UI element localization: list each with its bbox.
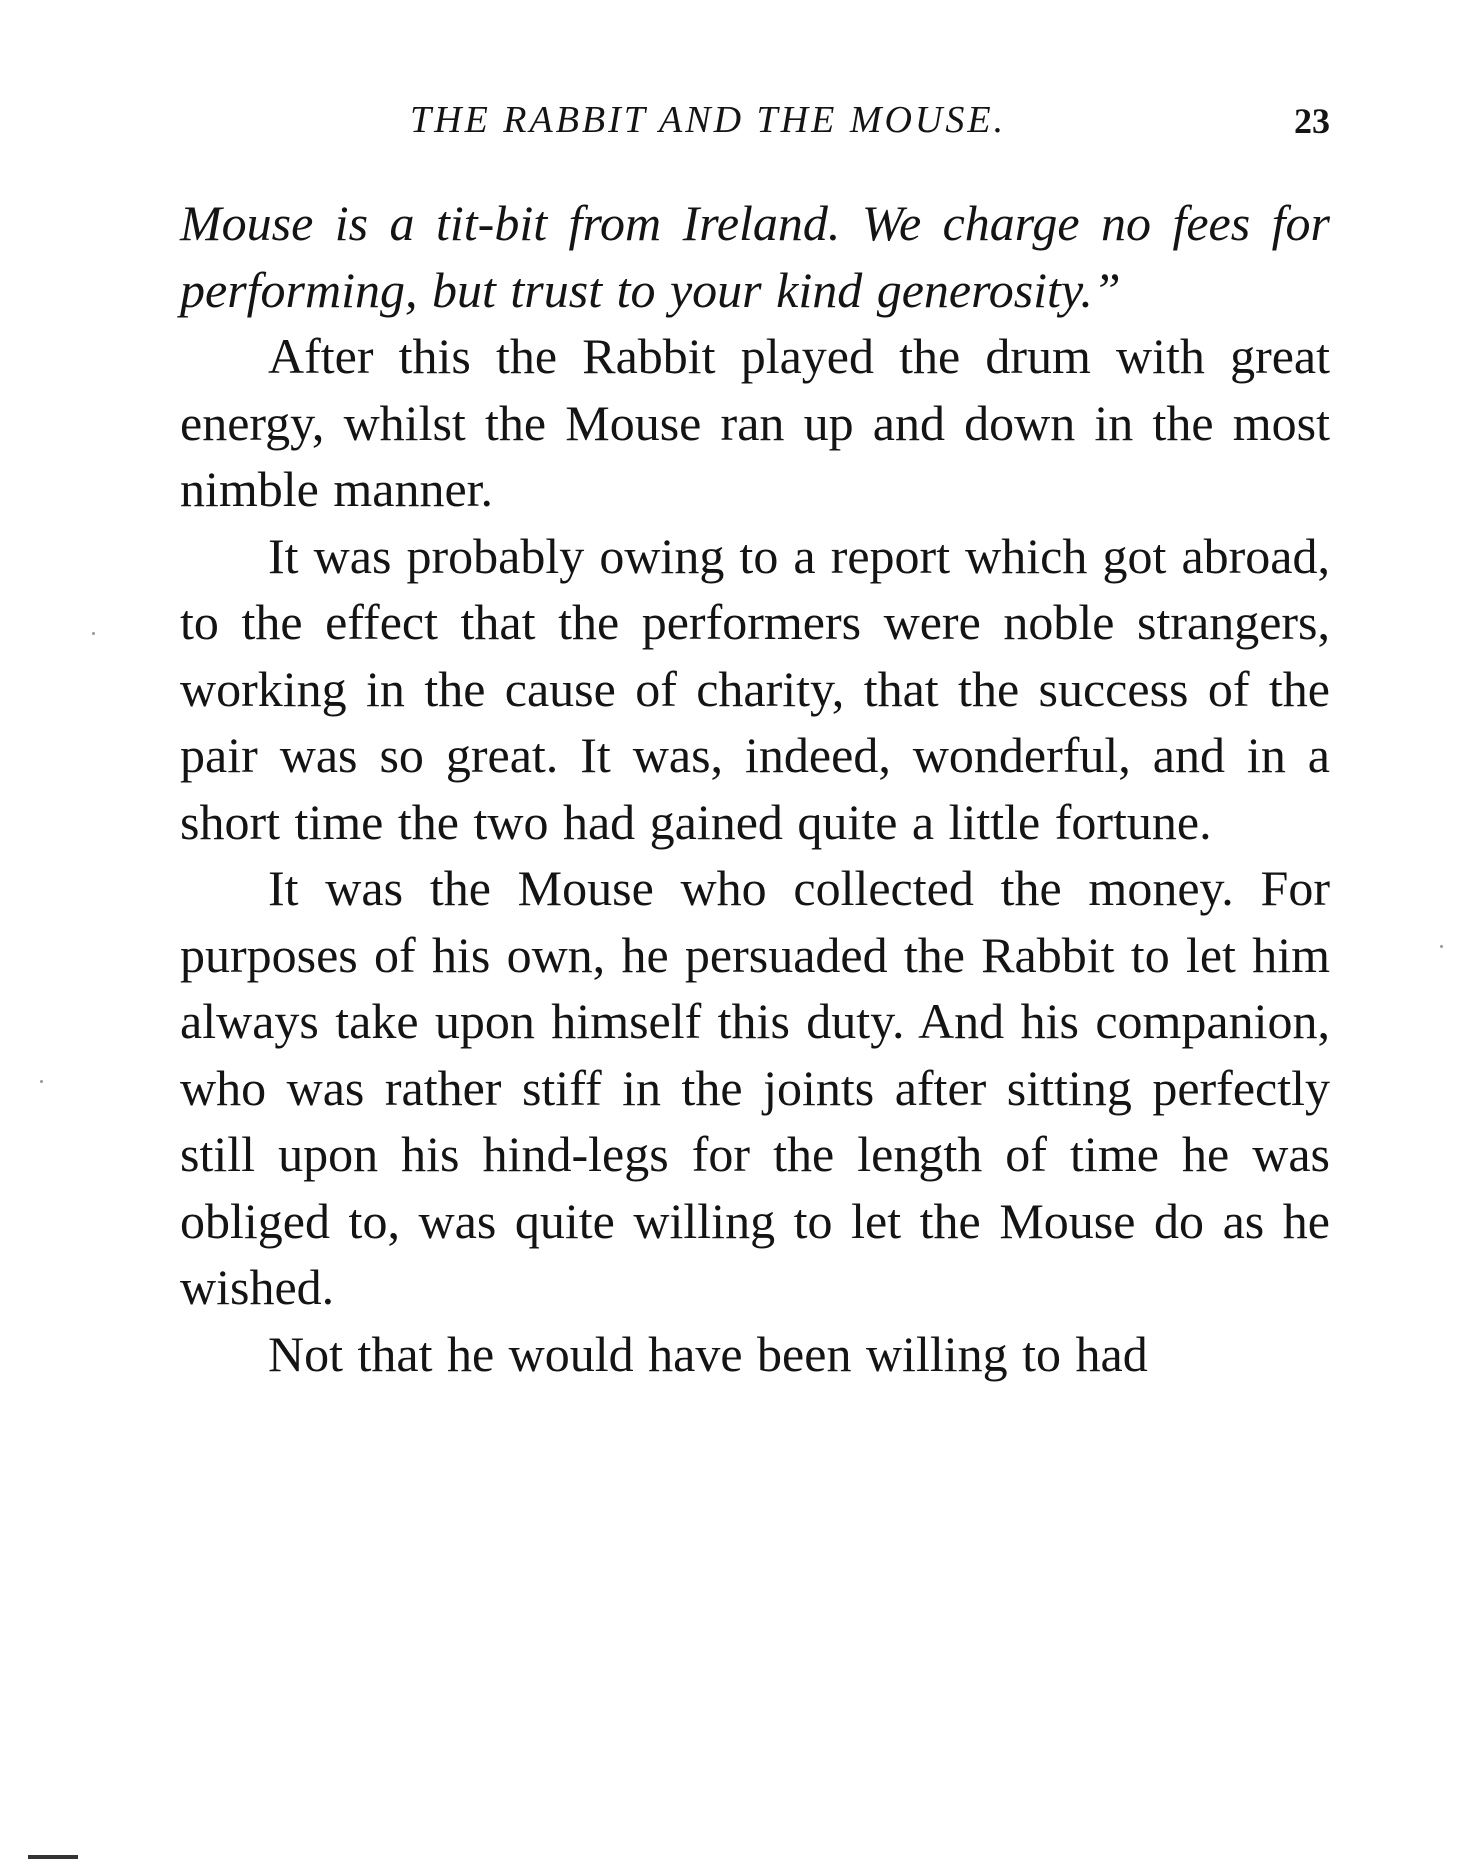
paragraph-money: It was the Mouse who collected the money. For purposes of his own, he persuaded the Rabbit to let him always take upon himself this duty. And his companion, who was rather stiff in the joints after sitting perfectly still upon his hind-legs for the length of time he was obliged to, was quite willing to let the Mouse do as he wished. bbox=[180, 860, 1330, 1315]
paragraph-final: Not that he would have been willing to had bbox=[268, 1325, 1148, 1382]
paragraph-continued-quote: Mouse is a tit-bit from Ireland. We charge no fees for performing, but trust to your kind generosity.” bbox=[180, 195, 1330, 318]
paragraph-drum: After this the Rabbit played the drum with great energy, whilst the Mouse ran up and down in the most nimble manner. bbox=[180, 328, 1330, 517]
scan-corner-mark bbox=[28, 1855, 78, 1859]
body-text bbox=[180, 190, 1330, 1387]
running-head bbox=[180, 98, 1330, 148]
paragraph-success: It was probably owing to a report which got abroad, to the effect that the performers were noble strangers, working in the cause of charity, that the success of the pair was so great. It was, indeed, wonderful, and in a short time the two had gained quite a little fortune. bbox=[180, 527, 1330, 850]
page-number: 23 bbox=[1294, 101, 1330, 141]
scan-speck bbox=[1440, 945, 1443, 948]
running-title: THE RABBIT AND THE MOUSE. bbox=[410, 99, 1007, 141]
scan-speck bbox=[92, 632, 95, 635]
scan-speck bbox=[40, 1080, 43, 1083]
